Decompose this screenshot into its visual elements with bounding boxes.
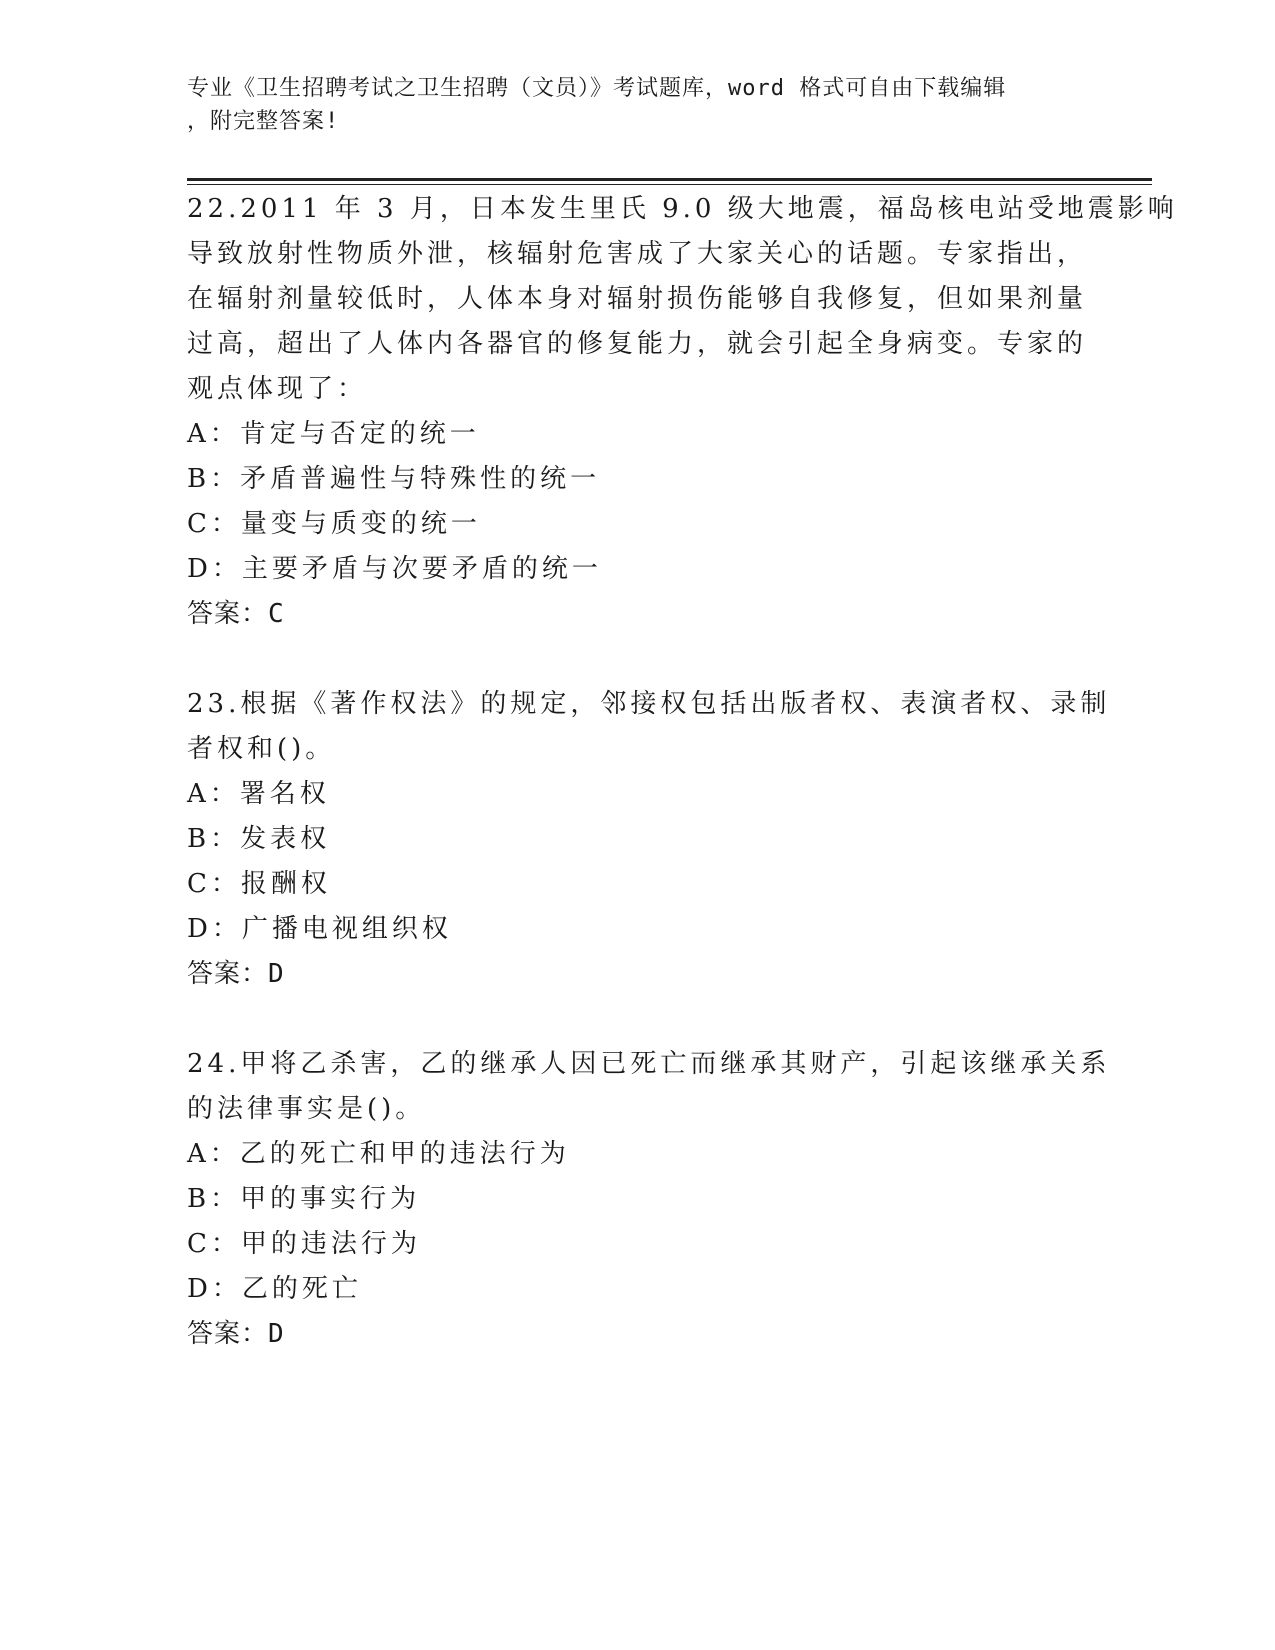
question-text-line: 者权和()。 — [187, 734, 336, 764]
answer-line: 答案：D — [187, 1319, 285, 1349]
answer-line: 答案：C — [187, 599, 285, 629]
option-c: C：甲的违法行为 — [187, 1229, 421, 1259]
question-text-line: 24.甲将乙杀害，乙的继承人因已死亡而继承其财产，引起该继承关系 — [187, 1049, 1111, 1079]
question-text-line: 导致放射性物质外泄，核辐射危害成了大家关心的话题。专家指出， — [187, 239, 1088, 269]
option-c: C：量变与质变的统一 — [187, 509, 481, 539]
document-header — [187, 72, 1067, 138]
answer-line: 答案：D — [187, 959, 285, 989]
question-text-line: 的法律事实是()。 — [187, 1094, 426, 1124]
option-d: D：广播电视组织权 — [187, 914, 452, 944]
header-divider-thin — [187, 184, 1152, 185]
option-a: A：乙的死亡和甲的违法行为 — [187, 1139, 570, 1169]
option-b: B：矛盾普遍性与特殊性的统一 — [187, 464, 601, 494]
question-22 — [187, 187, 1178, 637]
option-b: B：发表权 — [187, 824, 331, 854]
option-a: A：肯定与否定的统一 — [187, 419, 480, 449]
question-text-line: 观点体现了： — [187, 374, 368, 404]
question-text-line: 23.根据《著作权法》的规定，邻接权包括出版者权、表演者权、录制 — [187, 689, 1111, 719]
header-divider-thick — [187, 178, 1152, 181]
header-line-1: 专业《卫生招聘考试之卫生招聘（文员）》考试题库，word 格式可自由下载编辑 — [187, 76, 1007, 101]
question-list — [187, 187, 1178, 1402]
question-text-line: 22.2011 年 3 月，日本发生里氏 9.0 级大地震，福岛核电站受地震影响 — [187, 194, 1178, 224]
question-24 — [187, 1042, 1111, 1357]
question-text-line: 在辐射剂量较低时，人体本身对辐射损伤能够自我修复，但如果剂量 — [187, 284, 1088, 314]
option-c: C：报酬权 — [187, 869, 331, 899]
question-23 — [187, 682, 1111, 997]
question-text-line: 过高，超出了人体内各器官的修复能力，就会引起全身病变。专家的 — [187, 329, 1088, 359]
option-a: A：署名权 — [187, 779, 330, 809]
header-line-2: ，附完整答案! — [187, 109, 340, 134]
option-d: D：主要矛盾与次要矛盾的统一 — [187, 554, 602, 584]
option-d: D：乙的死亡 — [187, 1274, 362, 1304]
option-b: B：甲的事实行为 — [187, 1184, 421, 1214]
